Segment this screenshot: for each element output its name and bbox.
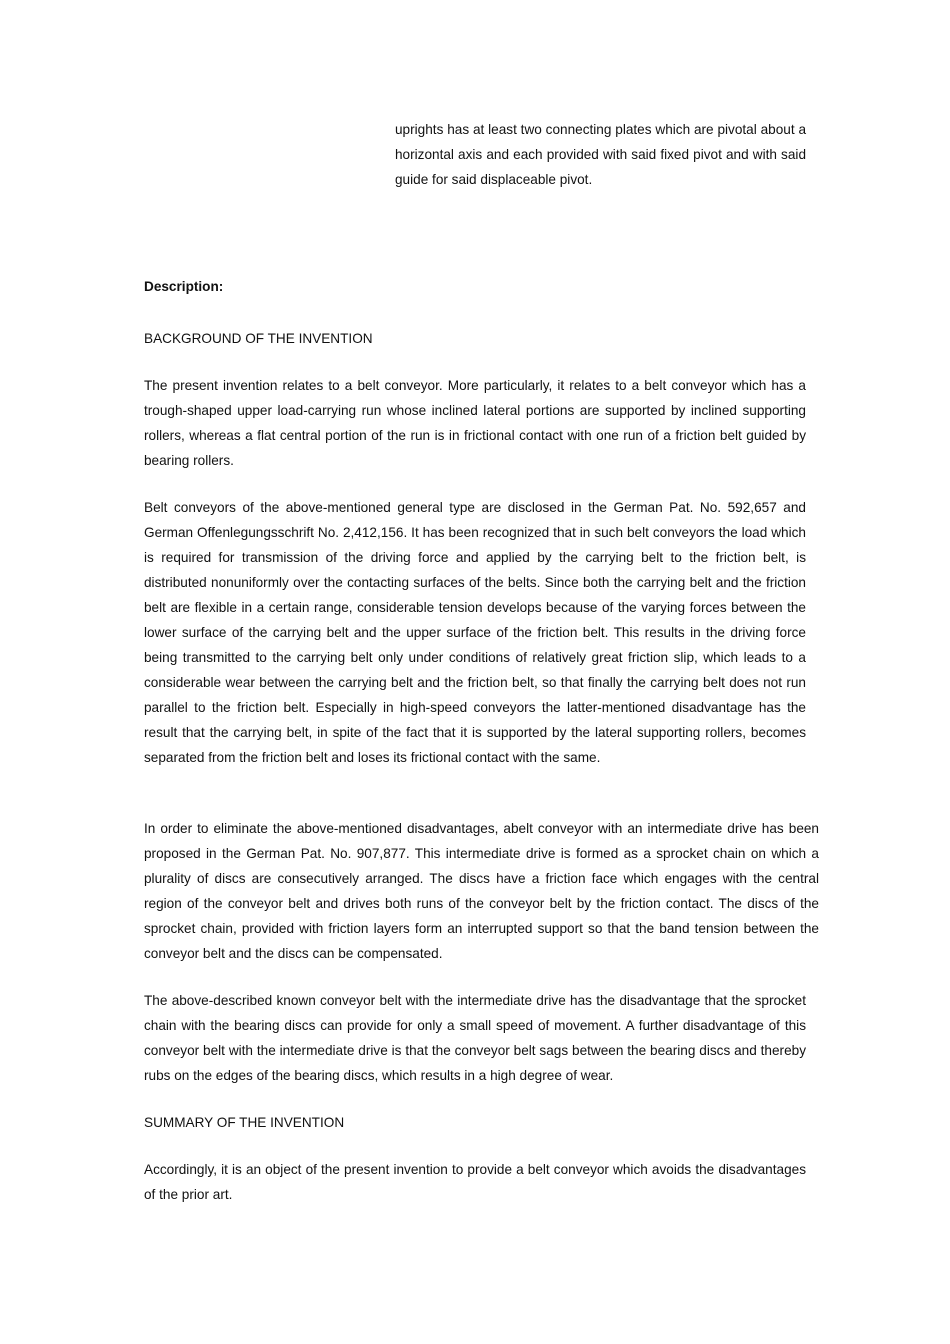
background-paragraph-1: The present invention relates to a belt conveyor. More particularly, it relates to a belt conveyor which has a trough-shaped upper load-carrying run whose inclined lateral portions are supported by inclined supporting rollers, whereas a flat central portion of the run is in frictional contact with one run of a friction belt guided by bearing rollers. [144, 378, 806, 468]
summary-paragraph-1: Accordingly, it is an object of the present invention to provide a belt conveyor which avoids the disadvantages of the prior art. [144, 1162, 806, 1202]
background-paragraph-2: Belt conveyors of the above-mentioned general type are disclosed in the German Pat. No. 592,657 and German Offenlegungsschrift No. 2,412,156. It has been recognized that in such belt conveyors the load which is required for transmission of the driving force and applied by the carrying belt to the friction belt, is distributed nonuniformly over the contacting surfaces of the belts. Since both the carrying belt and the friction belt are flexible in a certain range, considerable tension develops because of the varying forces between the lower surface of the carrying belt and the upper surface of the friction belt. This results in the driving force being transmitted to the carrying belt only under conditions of relatively great friction slip, which leads to a considerable wear between the carrying belt and the friction belt, so that finally the carrying belt does not run parallel to the friction belt. Especially in high-speed conveyors the latter-mentioned disadvantage has the result that the carrying belt, in spite of the fact that it is supported by the lateral supporting rollers, becomes separated from the friction belt and loses its frictional contact with the same. [144, 500, 806, 765]
description-label: Description: [144, 279, 224, 294]
background-paragraph-4: The above-described known conveyor belt with the intermediate drive has the disadvantage that the sprocket chain with the bearing discs can provide for only a small speed of movement. A further disadvantage of this conveyor belt with the intermediate drive is that the conveyor belt sags between the bearing discs and thereby rubs on the edges of the bearing discs, which results in a high degree of wear. [144, 993, 806, 1083]
summary-heading: SUMMARY OF THE INVENTION [144, 1115, 345, 1130]
background-paragraph-3: In order to eliminate the above-mentioned disadvantages, abelt conveyor with an intermediate drive has been proposed in the German Pat. No. 907,877. This intermediate drive is formed as a sprocket chain on which a plurality of discs are consecutively arranged. The discs have a friction face which engages with the central region of the conveyor belt and drives both runs of the conveyor belt by the friction contact. The discs of the sprocket chain, provided with friction layers form an interrupted support so that the band tension between the conveyor belt and the discs can be compensated. [144, 821, 819, 961]
claim-continuation-text: uprights has at least two connecting plates which are pivotal about a horizontal axis and each provided with said fixed pivot and with said guide for said displaceable pivot. [395, 122, 806, 187]
background-heading: BACKGROUND OF THE INVENTION [144, 331, 373, 346]
